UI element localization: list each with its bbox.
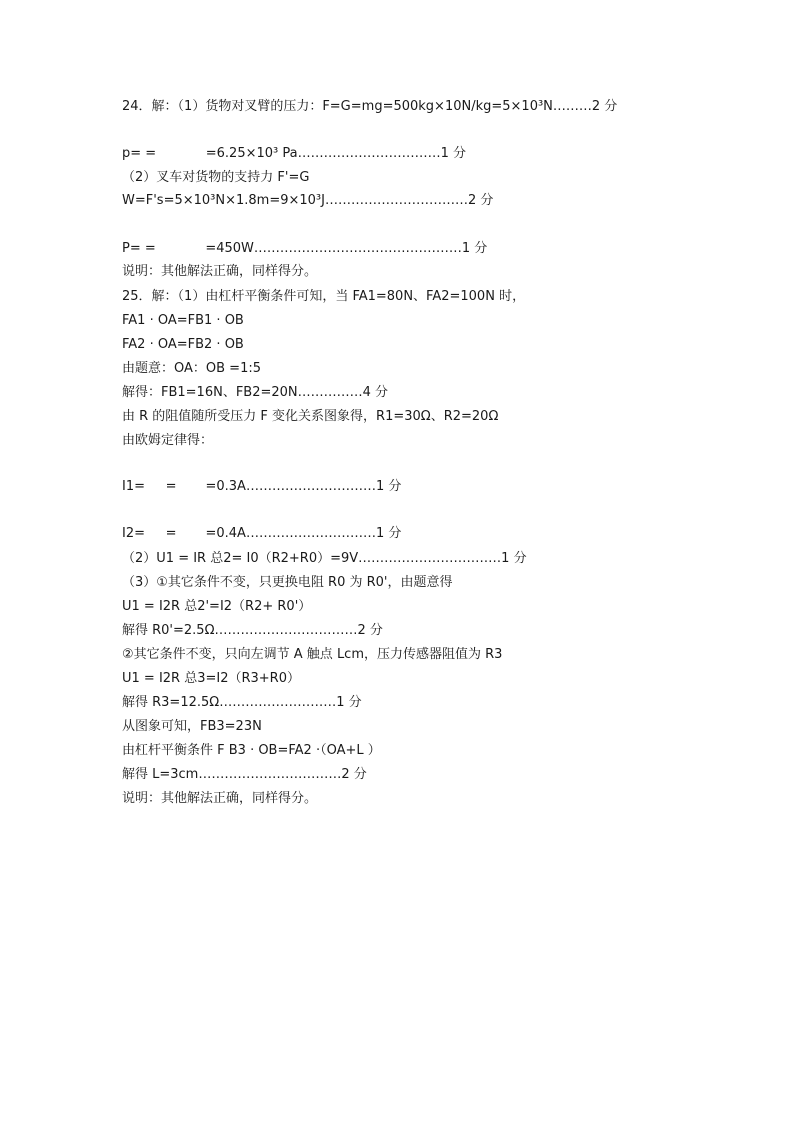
q25-ratio-line: 由题意：OA：OB =1:5 (122, 361, 261, 376)
q25-part3-case-2-line: ②其它条件不变，只向左调节 A 触点 Lcm，压力传感器阻值为 R3 (122, 647, 503, 662)
q25-part3-eq-1: U1 = I2R 总2'=I2（R2+ R0'） (122, 599, 312, 614)
q24-note-line: 说明：其他解法正确，同样得分。 (122, 264, 318, 279)
q25-intro-line: 25．解：（1）由杠杆平衡条件可知，当 FA1=80N、FA2=100N 时， (122, 289, 526, 304)
q25-part3-intro-line: （3）①其它条件不变，只更换电阻 R0 为 R0'，由题意得 (122, 575, 453, 590)
q25-current-1-line: I1= = =0.3A…………………………1 分 (122, 479, 402, 494)
q25-length-result-line: 解得 L=3cm……………………………2 分 (122, 767, 367, 782)
q25-part2-line: （2）U1 = IR 总2= I0（R2+R0）=9V……………………………1 分 (122, 551, 527, 566)
q25-current-2-line: I2= = =0.4A…………………………1 分 (122, 526, 402, 541)
q24-support-force-line: （2）叉车对货物的支持力 F'=G (122, 170, 310, 185)
q24-work-line: W=F's=5×10³N×1.8m=9×10³J……………………………2 分 (122, 193, 494, 208)
q24-force-line: 24．解：（1）货物对叉臂的压力：F=G=mg=500kg×10N/kg=5×10³N………2 分 (122, 99, 618, 114)
q25-ohm-law-line: 由欧姆定律得： (122, 433, 214, 448)
q25-solve-forces-line: 解得：FB1=16N、FB2=20N……………4 分 (122, 385, 389, 400)
q25-balance-eq-2: FA2 · OA=FB2 · OB (122, 337, 244, 352)
q24-pressure-line: p= = =6.25×10³ Pa……………………………1 分 (122, 146, 466, 161)
q25-part3-result-2: 解得 R3=12.5Ω………………………1 分 (122, 695, 362, 710)
q25-resistance-line: 由 R 的阻值随所受压力 F 变化关系图象得，R1=30Ω、R2=20Ω (122, 409, 499, 424)
q25-note-line: 说明：其他解法正确，同样得分。 (122, 791, 318, 806)
q24-power-line: P= = =450W…………………………………………1 分 (122, 241, 488, 256)
q25-part3-eq-2: U1 = I2R 总3=I2（R3+R0） (122, 671, 300, 686)
q25-part3-result-1: 解得 R0'=2.5Ω……………………………2 分 (122, 623, 383, 638)
q25-balance-eq-1: FA1 · OA=FB1 · OB (122, 313, 244, 328)
q25-lever-eq-line: 由杠杆平衡条件 F B3 · OB=FA2 ·（OA+L ） (122, 743, 381, 758)
q25-graph-line: 从图象可知，FB3=23N (122, 719, 262, 734)
